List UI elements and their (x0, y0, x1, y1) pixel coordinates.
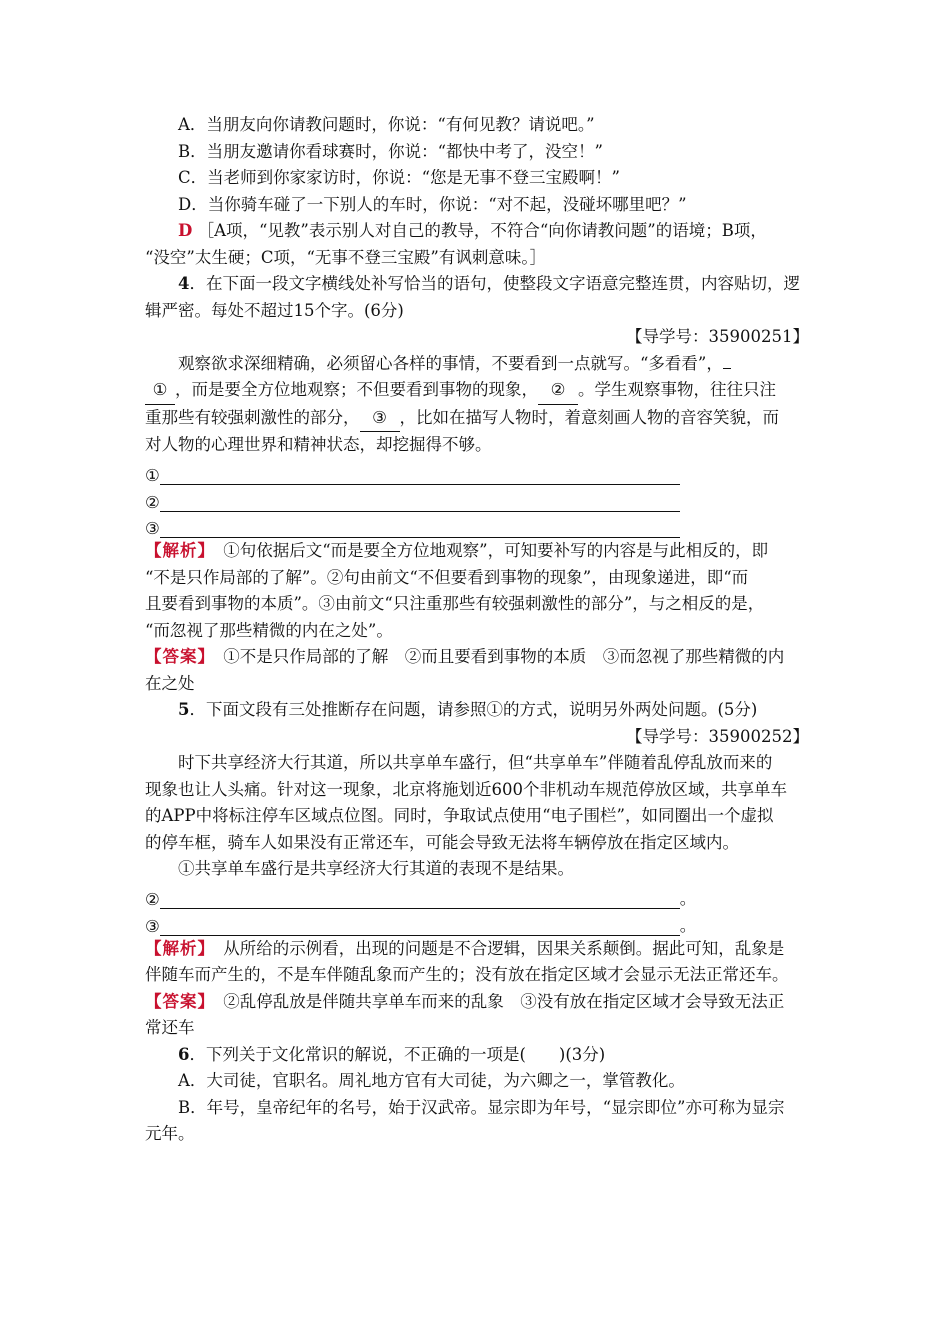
answer-text: ②乱停乱放是伴随共享单车而来的乱象 ③没有放在指定区域才会导致无法正 (223, 991, 785, 1011)
q4-analysis-line-4: “而忽视了那些精微的内在之处”。 (145, 620, 393, 640)
q6-stem (145, 1042, 809, 1069)
option-b: B．当朋友邀请你看球赛时，你说：“都快中考了，没空！” (178, 141, 603, 161)
blank-1: ① (145, 377, 175, 405)
q6-number: 6 (178, 1044, 190, 1064)
q4-stem-line-2: 辑严密。每处不超过15个字。(6分) (145, 300, 404, 320)
fill-marker: ② (145, 492, 160, 512)
fill-marker: ① (145, 466, 160, 485)
q4-passage-text: 。学生观察事物，往往只注 (578, 380, 776, 399)
q4-stem-text: ．在下面一段文字横线处补写恰当的语句，使整段文字语意完整连贯，内容贴切，逻 (189, 274, 800, 293)
q5-fill-line-3 (145, 909, 809, 936)
period: 。 (679, 889, 697, 908)
q3-answer-line-2: “没空”太生硬；C项，“无事不登三宝殿”有讽刺意味。］ (145, 247, 547, 267)
q5-guide-number: 【导学号：35900252】 (626, 726, 809, 746)
q4-passage-line-3 (145, 405, 809, 433)
q5-stem-text: ．下面文段有三处推断存在问题，请参照①的方式，说明另外两处问题。(5分) (189, 700, 758, 719)
answer-input-1[interactable] (160, 468, 680, 485)
blank-line (723, 368, 731, 369)
analysis-text: 从所给的示例看，出现的问题是不合逻辑，因果关系颠倒。据此可知，乱象是 (223, 938, 785, 958)
answer-input-3[interactable] (160, 521, 680, 538)
q5-example: ①共享单车盛行是共享经济大行其道的表现不是结果。 (178, 859, 574, 878)
q5-stem (145, 697, 809, 724)
option-a: A．当朋友向你请教问题时，你说：“有何见教？请说吧。” (178, 115, 595, 134)
q5-analysis-line-1 (145, 936, 809, 963)
option-c: C．当老师到你家家访时，你说：“您是无事不登三宝殿啊！” (178, 168, 620, 187)
q4-passage-line-2 (145, 377, 809, 405)
q4-passage-text: 重那些有较强刺激性的部分， (145, 407, 360, 427)
blank-3: ③ (360, 405, 400, 433)
q5-answer-line-2: 常还车 (145, 1018, 195, 1037)
q6-stem-text: ．下列关于文化常识的解说，不正确的一项是( )(3分) (189, 1044, 606, 1064)
q4-answer-line-1 (145, 644, 809, 671)
q5-fill-line-2 (145, 883, 809, 910)
answer-input-q5-3[interactable] (160, 919, 680, 936)
blank-2: ② (538, 377, 578, 405)
q3-answer-letter: D (178, 221, 193, 240)
answer-text: ①不是只作局部的了解 ②而且要看到事物的本质 ③而忽视了那些精微的内 (223, 647, 785, 666)
q4-passage-text: 观察欲求深细精确，必须留心各样的事情，不要看到一点就写。“多看看”， (178, 353, 723, 373)
q4-passage-line-1 (145, 351, 809, 378)
q4-analysis-line-2: “不是只作局部的了解”。②句由前文“不但要看到事物的现象”，由现象递进，即“而 (145, 567, 749, 587)
q4-fill-line-1 (145, 459, 809, 486)
q5-passage-line-1: 时下共享经济大行其道，所以共享单车盛行，但“共享单车”伴随着乱停乱放而来的 (178, 753, 773, 772)
q5-analysis-line-2: 伴随车而产生的，不是车伴随乱象而产生的；没有放在指定区域才会显示无法正常还车。 (145, 965, 789, 984)
analysis-text: ①句依据后文“而是要全方位地观察”，可知要补写的内容是与此相反的，即 (223, 541, 769, 560)
analysis-tag: 【解析】 (145, 541, 207, 560)
fill-marker: ② (145, 890, 160, 909)
q6-option-b-line-1: B．年号，皇帝纪年的名号，始于汉武帝。显宗即为年号，“显宗即位”亦可称为显宗 (178, 1097, 785, 1117)
period: 。 (679, 915, 697, 935)
q4-analysis-line-3: 且要看到事物的本质”。③由前文“只注重那些有较强刺激性的部分”，与之相反的是， (145, 594, 765, 613)
document-page (145, 112, 809, 1148)
q4-answer-line-2: 在之处 (145, 673, 195, 693)
answer-input-2[interactable] (160, 495, 680, 512)
answer-input-q5-2[interactable] (160, 892, 680, 909)
q3-answer-text: ［A项，“见教”表示别人对自己的教导，不符合“向你请教问题”的语境；B项， (197, 221, 767, 240)
q5-passage-line-3: 的APP中将标注停车区域点位图。同时，争取试点使用“电子围栏”，如同圈出一个虚拟 (145, 806, 774, 825)
q6-option-a: A．大司徒，官职名。周礼地方官有大司徒，为六卿之一，掌管教化。 (178, 1071, 685, 1090)
answer-tag: 【答案】 (145, 647, 207, 666)
fill-marker: ③ (145, 519, 160, 538)
q4-passage-text: ，而是要全方位地观察；不但要看到事物的现象， (175, 380, 538, 399)
q4-passage-text: ，比如在描写人物时，着意刻画人物的音容笑貌，而 (399, 407, 779, 427)
q4-analysis-line-1 (145, 538, 809, 565)
q5-passage-line-4: 的停车框，骑车人如果没有正常还车，可能会导致无法将车辆停放在指定区域内。 (145, 832, 739, 852)
q4-stem-line-1 (145, 271, 809, 298)
q5-answer-line-1 (145, 989, 809, 1016)
q5-number: 5 (178, 700, 190, 719)
q4-fill-line-2 (145, 485, 809, 512)
analysis-tag: 【解析】 (145, 938, 207, 958)
answer-tag: 【答案】 (145, 991, 207, 1011)
q3-answer-line-1 (145, 218, 809, 245)
q4-guide-number: 【导学号：35900251】 (626, 327, 809, 346)
option-d: D．当你骑车碰了一下别人的车时，你说：“对不起，没碰坏哪里吧？” (178, 194, 687, 214)
q4-passage-line-4: 对人物的心理世界和精神状态，却挖掘得不够。 (145, 435, 492, 454)
q4-fill-line-3 (145, 512, 809, 539)
q5-passage-line-2: 现象也让人头痛。针对这一现象，北京将施划近600个非机动车规范停放区域，共享单车 (145, 779, 787, 799)
q6-option-b-line-2: 元年。 (145, 1124, 195, 1143)
q4-number: 4 (178, 274, 190, 293)
fill-marker: ③ (145, 916, 160, 936)
